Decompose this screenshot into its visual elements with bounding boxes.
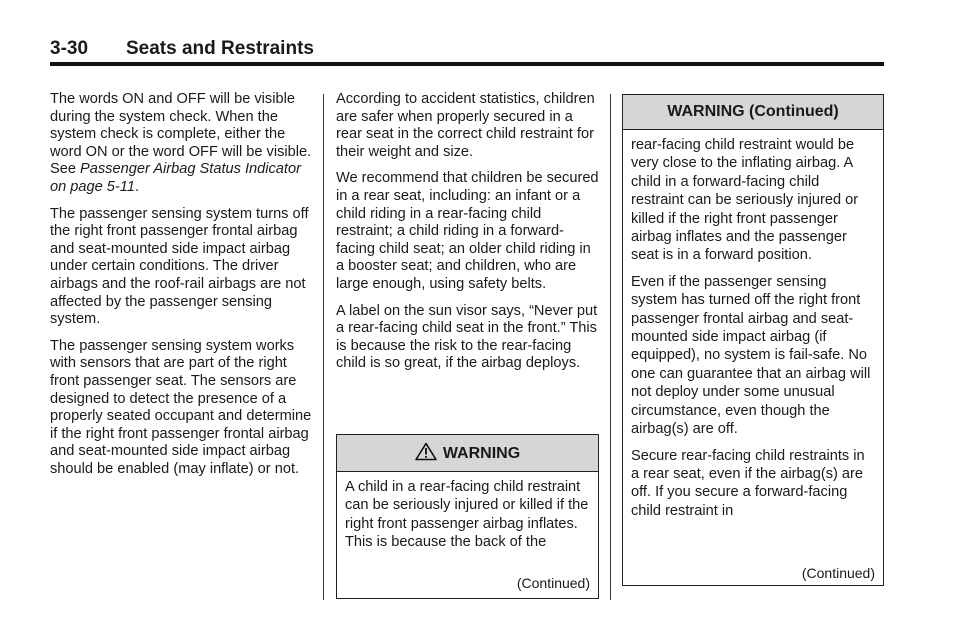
continued-label: (Continued) [801, 565, 875, 581]
paragraph-status-indicator [50, 91, 312, 197]
warning-continued-box [622, 94, 884, 586]
paragraph-end: . [134, 178, 139, 195]
paragraph-sensing-system: The passenger sensing system turns off the right front passenger frontal airbag and seat-mounted side impact airbag under certain conditions. The driver airbags and the roof-rail airbags are not affected by the passenger sensing system. [50, 205, 309, 328]
paragraph-sun-visor-label: A label on the sun visor says, “Never put a rear-facing child seat in the front.” This is because the risk to the rear-facing child is so great, if the airbag deploys. [336, 302, 598, 372]
warning-body: A child in a rear-facing child restraint can be seriously injured or killed if the right front passenger airbag inflates. This is because the back of the [345, 479, 589, 551]
column-middle [336, 91, 602, 382]
paragraph-accident-statistics: According to accident statistics, children are safer when properly secured in a rear seat in the correct child restraint for their weight and size. [336, 91, 595, 160]
section-title: Seats and Restraints [126, 38, 314, 59]
warning-continued-header: WARNING (Continued) [623, 95, 883, 130]
paragraph-recommendation: We recommend that children be secured in a rear seat, including: an infant or a child riding in a rear-facing child restraint; a child riding in a forward-facing child seat; an older child riding in a booster seat; and children, who are large enough, using safety belts. [336, 170, 599, 292]
header-rule [50, 62, 884, 66]
warning-triangle-icon [415, 438, 437, 476]
paragraph-sensors: The passenger sensing system works with sensors that are part of the right front passenger seat. The sensors are designed to detect the presence of a properly seated occupant and determine if the right front passenger frontal airbag and seat-mounted side impact airbag should be enabled (may inflate) or not. [50, 337, 312, 477]
column-divider [610, 94, 611, 600]
warning-paragraph: Even if the passenger sensing system has turned off the right front passenger frontal airbag and seat-mounted side impact airbag (if equipped), no system is fail-safe. No one can guarantee that an airbag will not deploy under some unusual circumstance, even though the airbag(s) are off. [631, 273, 871, 438]
warning-box [336, 434, 599, 599]
warning-title: WARNING [442, 445, 521, 462]
warning-header [337, 435, 598, 472]
column-divider [323, 94, 324, 600]
cross-reference-link[interactable]: Passenger Airbag Status Indicator on page 5-11 [50, 161, 301, 195]
page-number: 3-30 [50, 38, 89, 59]
column-left [50, 91, 312, 487]
warning-paragraph: Secure rear-facing child restraints in a rear seat, even if the airbag(s) are off. If you secure a forward-facing child restraint in [631, 447, 865, 519]
paragraph-text: The words ON and OFF will be visible during the system check. When the system check is complete, either the word ON or the word OFF will be visible. See [50, 91, 312, 178]
warning-paragraph: rear-facing child restraint would be very close to the inflating airbag. A child in a forward-facing child restraint can be seriously injured or killed if the right front passenger airbag inflates and the passenger seat is in a forward position. [631, 137, 859, 264]
continued-label: (Continued) [516, 575, 590, 591]
warning-continued-body [623, 130, 883, 520]
page-header [50, 38, 884, 68]
